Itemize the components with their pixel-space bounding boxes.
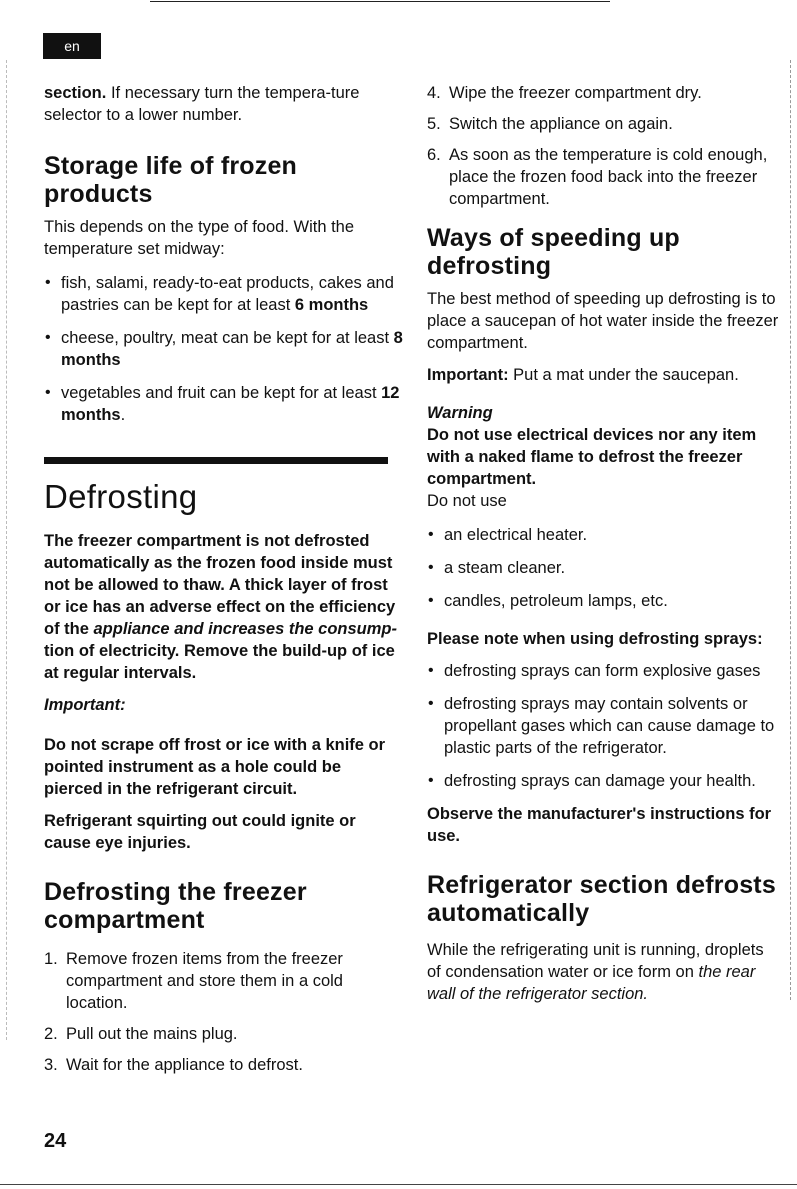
- intro-text: If necessary turn the tempera-ture selector to a lower number.: [44, 84, 360, 124]
- intro-bold: section.: [44, 84, 107, 102]
- warning-text: Do not use electrical devices nor any item with a naked flame to defrost the freezer compartment.: [427, 426, 757, 488]
- warning-label: Warning: [427, 404, 493, 422]
- storage-heading: Storage life of frozen products: [44, 152, 298, 208]
- do-not-use: Do not use: [427, 492, 507, 510]
- section-rule: [44, 457, 388, 464]
- important-label: Important:: [44, 696, 126, 714]
- speeding-heading: Ways of speeding up defrosting: [427, 224, 680, 280]
- list-item: • vegetables and fruit can be kept for at least 12 months.: [44, 382, 404, 426]
- scan-edge-right: [790, 60, 792, 1000]
- list-item: 6. As soon as the temperature is cold enough, place the frozen food back into the freezer compartment.: [427, 146, 768, 208]
- list-item: • candles, petroleum lamps, etc.: [427, 590, 779, 612]
- list-item: 3. Wait for the appliance to defrost.: [44, 1056, 303, 1074]
- scan-edge-left: [6, 60, 8, 1040]
- do-not-use-list: [427, 524, 779, 612]
- defrost-steps: [44, 948, 404, 1076]
- list-item: 1. Remove frozen items from the freezer compartment and store them in a cold location.: [44, 950, 343, 1012]
- important-note: Important: Put a mat under the saucepan.: [427, 366, 739, 384]
- defrosting-heading: Defrosting: [44, 478, 198, 515]
- observe-instructions: Observe the manufacturer's instructions for use.: [427, 805, 772, 845]
- list-item: • defrosting sprays may contain solvents or propellant gases which can cause damage to plastic parts of the refrigerator.: [427, 693, 779, 759]
- speeding-paragraph: The best method of speeding up defrosting is to place a saucepan of hot water inside the freezer compartment.: [427, 290, 779, 352]
- storage-list: [44, 272, 404, 426]
- fridge-paragraph: While the refrigerating unit is running, droplets of condensation water or ice form on the rear wall of the refrigerator section.: [427, 941, 764, 1003]
- right-column: [427, 82, 779, 1015]
- page-number: 24: [44, 1130, 67, 1152]
- list-item: 4. Wipe the freezer compartment dry.: [427, 84, 702, 102]
- list-item: 2. Pull out the mains plug.: [44, 1025, 238, 1043]
- fridge-heading: Refrigerator section defrosts automatically: [427, 871, 776, 927]
- defrosting-paragraph: The freezer compartment is not defrosted automatically as the frozen food inside must not be allowed to thaw. A thick layer of frost or ice has an adverse effect on the efficiency of the appliance and increases the consump- tion of electricity. Remove the build-up of ice at regular intervals.: [44, 532, 398, 682]
- language-badge: en: [43, 33, 101, 59]
- left-column: [44, 82, 404, 1085]
- warning-paragraph-2: Refrigerant squirting out could ignite or cause eye injuries.: [44, 812, 356, 852]
- bottom-rule: [0, 1184, 797, 1185]
- list-item: • defrosting sprays can damage your health.: [427, 770, 779, 792]
- top-rule: [150, 1, 610, 2]
- list-item: • a steam cleaner.: [427, 557, 779, 579]
- list-item: 5. Switch the appliance on again.: [427, 115, 673, 133]
- sprays-list: [427, 660, 779, 792]
- warning-paragraph-1: Do not scrape off frost or ice with a knife or pointed instrument as a hole could be pierced in the refrigerant circuit.: [44, 736, 386, 798]
- storage-intro: This depends on the type of food. With the temperature set midway:: [44, 218, 355, 258]
- list-item: • defrosting sprays can form explosive gases: [427, 660, 779, 682]
- continued-steps: [427, 82, 779, 210]
- sprays-heading: Please note when using defrosting sprays:: [427, 630, 763, 648]
- list-item: • fish, salami, ready-to-eat products, cakes and pastries can be kept for at least 6 months: [44, 272, 404, 316]
- intro-paragraph: [44, 82, 404, 126]
- list-item: • an electrical heater.: [427, 524, 779, 546]
- defrost-freezer-heading: Defrosting the freezer compartment: [44, 878, 307, 934]
- list-item: • cheese, poultry, meat can be kept for at least 8 months: [44, 327, 404, 371]
